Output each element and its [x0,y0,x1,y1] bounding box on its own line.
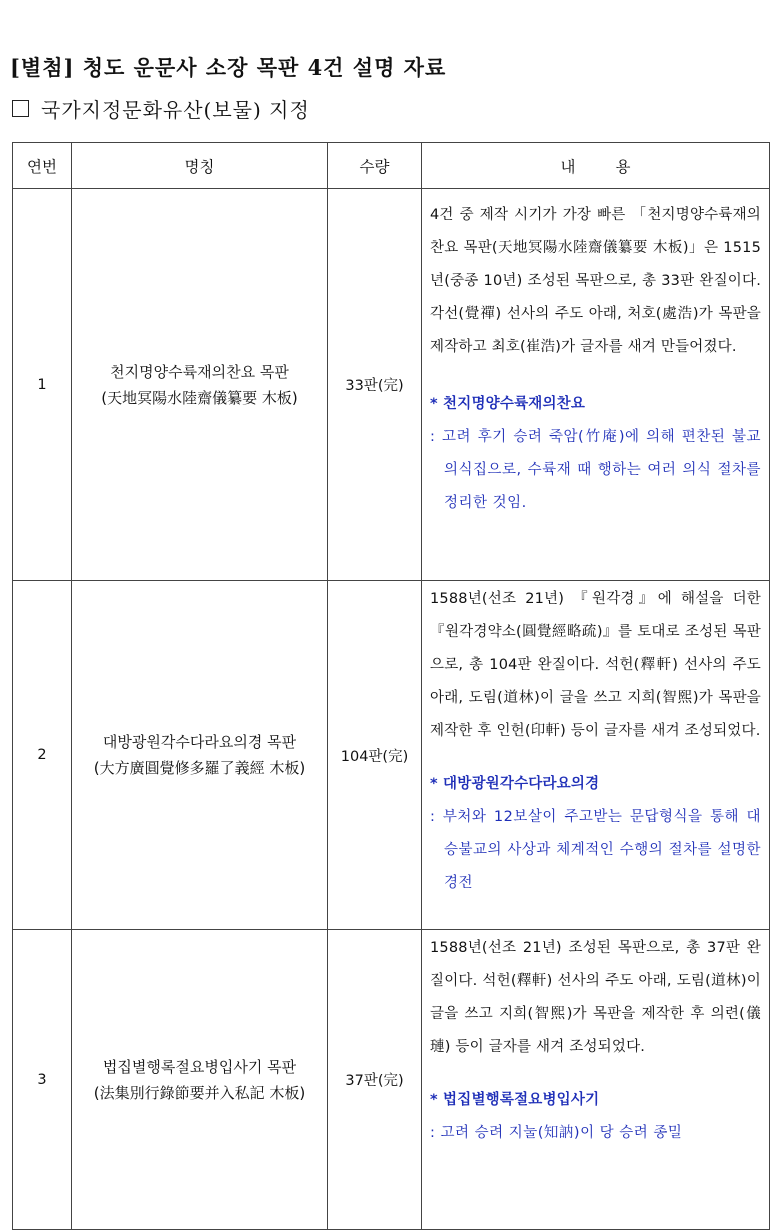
table-row [13,189,770,581]
description-text: 1588년(선조 21년) 『원각경』에 해설을 더한 『원각경약소(圓覺經略疏)』를 토대로 조성된 목판으로, 총 104판 완질이다. 석헌(釋軒) 선사의 주도 아래, 도림(道林)이 글을 쓰고 지희(智熙)가 목판을 제작한 후 인헌(印軒) 등이 글자를 새겨 조성되었다. [430,591,761,739]
row-number: 2 [13,581,72,930]
item-name-korean: 천지명양수륙재의찬요 목판 [110,362,289,381]
header-content: 내 용 [422,143,770,189]
heritage-table [12,142,770,1230]
header-name: 명칭 [72,143,328,189]
row-number: 1 [13,189,72,581]
note-body: : 부처와 12보살이 주고받는 문답형식을 통해 대승불교의 사상과 체계적인 수행의 절차를 설명한 경전 [430,809,761,891]
header-no: 연번 [13,143,72,189]
item-name-hanja: (法集別行錄節要并入私記 木板) [93,1083,306,1102]
section-heading-text: 국가지정문화유산(보물) 지정 [41,98,310,122]
item-name [72,189,328,581]
row-number: 3 [13,930,72,1230]
item-name-hanja: (天地冥陽水陸齋儀纂要 木板) [101,388,298,407]
item-name-korean: 대방광원각수다라요의경 목판 [102,733,297,751]
item-name [72,930,328,1230]
item-name-hanja: (大方廣圓覺修多羅了義經 木板) [93,759,306,777]
note-body: : 고려 승려 지눌(知訥)이 당 승려 종밀 [430,1125,683,1141]
page-title: [별첨] 청도 운문사 소장 목판 4건 설명 자료 [10,55,447,80]
checkbox-icon [12,100,29,117]
description-text: 4건 중 제작 시기가 가장 빠른 「천지명양수륙재의찬요 목판(天地冥陽水陸齋儀纂要 木板)」은 1515년(중종 10년) 조성된 목판으로, 총 33판 완질이다. 각선(覺禪) 선사의 주도 아래, 처호(處浩)가 목판을 제작하고 최호(崔浩)가 글자를 새겨 만들어졌다. [430,207,761,355]
item-quantity: 104판(完) [328,581,422,930]
item-quantity: 37판(完) [328,930,422,1230]
description-text: 1588년(선조 21년) 조성된 목판으로, 총 37판 완질이다. 석헌(釋軒) 선사의 주도 아래, 도림(道林)이 글을 쓰고 지희(智熙)가 목판을 제작한 후 의련(儀璉) 등이 글자를 새겨 조성되었다. [430,940,761,1055]
item-description [422,581,770,930]
item-name [72,581,328,930]
note-body: : 고려 후기 승려 죽암(竹庵)에 의해 편찬된 불교 의식집으로, 수륙재 때 행하는 여러 의식 절차를 정리한 것임. [430,429,761,511]
header-qty: 수량 [328,143,422,189]
section-heading [12,94,310,123]
item-description [422,189,770,581]
table-row [13,930,770,1230]
note-title: * 법집별행록절요병입사기 [430,1092,600,1108]
table-row [13,581,770,930]
table-header-row [13,143,770,189]
note-title: * 대방광원각수다라요의경 [430,776,600,792]
item-description [422,930,770,1230]
note-title: * 천지명양수륙재의찬요 [430,396,586,412]
item-name-korean: 법집별행록절요병입사기 목판 [102,1057,297,1076]
item-quantity: 33판(完) [328,189,422,581]
